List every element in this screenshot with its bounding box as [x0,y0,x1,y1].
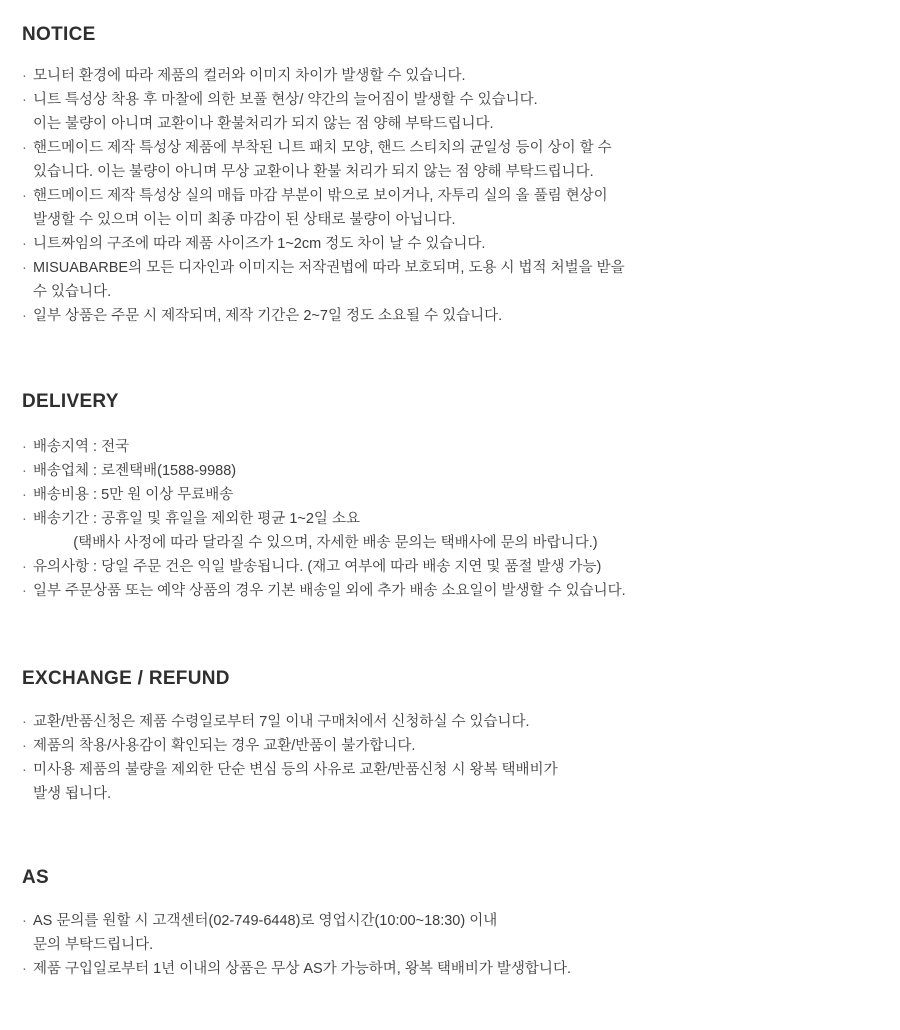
delivery-line-text: 유의사항 : 당일 주문 건은 익일 발송됩니다. (재고 여부에 따라 배송 지연 및 품절 발생 가능) [33,559,602,575]
as-line [22,911,878,932]
exchange-line-text: 교환/반품신청은 제품 수령일로부터 7일 이내 구매처에서 신청하실 수 있습니다. [33,714,530,730]
exchange-line [22,712,878,733]
section-notice [22,24,878,327]
bullet-icon: · [22,511,27,527]
notice-line-text: 모니터 환경에 따라 제품의 컬러와 이미지 차이가 발생할 수 있습니다. [33,68,466,84]
bullet-icon: · [22,913,27,929]
section-exchange-refund [22,668,878,805]
notice-line-text: MISUABARBE의 모든 디자인과 이미지는 저작권법에 따라 보호되며, 도용 시 법적 처벌을 받을 [33,260,625,276]
bullet-icon: · [22,762,27,778]
delivery-line [22,581,878,602]
exchange-line [22,736,878,757]
notice-line [22,66,878,87]
exchange-line-continuation: 발생 됩니다. [33,786,112,802]
delivery-line-text: 배송업체 : 로젠택배(1588-9988) [33,463,237,479]
section-title-exchange-refund: EXCHANGE / REFUND [22,668,230,689]
exchange-line-list [22,712,878,805]
section-delivery [22,391,878,602]
delivery-line-text: 배송비용 : 5만 원 이상 무료배송 [33,487,234,503]
bullet-icon: · [22,92,27,108]
section-spacer [22,632,878,668]
notice-line [22,90,878,111]
notice-line-continuation: 수 있습니다. [33,284,112,300]
delivery-line-continuation: (택배사 사정에 따라 달라질 수 있으며, 자세한 배송 문의는 택배사에 문의 바랍니다.) [33,535,598,551]
notice-line-continuation: 있습니다. 이는 불량이 아니며 무상 교환이나 환불 처리가 되지 않는 점 양해 부탁드립니다. [33,164,594,180]
section-title-delivery: DELIVERY [22,391,119,412]
delivery-line-text: 배송지역 : 전국 [33,439,130,455]
notice-line-text: 니트짜임의 구조에 따라 제품 사이즈가 1~2cm 정도 차이 날 수 있습니다. [33,236,486,252]
delivery-line [22,437,878,458]
bullet-icon: · [22,487,27,503]
exchange-line-text: 미사용 제품의 불량을 제외한 단순 변심 등의 사유로 교환/반품신청 시 왕복 택배비가 [33,762,558,778]
delivery-line [22,461,878,482]
delivery-line-text: 배송기간 : 공휴일 및 휴일을 제외한 평균 1~2일 소요 [33,511,360,527]
exchange-line [22,760,878,781]
as-line-text: 제품 구입일로부터 1년 이내의 상품은 무상 AS가 가능하며, 왕복 택배비가 발생합니다. [33,961,571,977]
as-line-text: AS 문의를 원할 시 고객센터(02-749-6448)로 영업시간(10:00~18:30) 이내 [33,913,498,929]
bullet-icon: · [22,308,27,324]
bullet-icon: · [22,236,27,252]
delivery-line [22,509,878,530]
as-line-list [22,911,878,980]
notice-line-text: 핸드메이드 제작 특성상 제품에 부착된 니트 패치 모양, 핸드 스티치의 균일성 등이 상이 할 수 [33,140,612,156]
notice-line-text: 핸드메이드 제작 특성상 실의 매듭 마감 부분이 밖으로 보이거나, 자투리 실의 올 풀림 현상이 [33,188,608,204]
as-line [22,959,878,980]
notice-line-continuation: 발생할 수 있으며 이는 이미 최종 마감이 된 상태로 불량이 아닙니다. [33,212,456,228]
delivery-line [22,557,878,578]
notice-line [22,138,878,159]
exchange-line-text: 제품의 착용/사용감이 확인되는 경우 교환/반품이 불가합니다. [33,738,416,754]
bullet-icon: · [22,738,27,754]
bullet-icon: · [22,260,27,276]
notice-line-list [22,66,878,327]
bullet-icon: · [22,188,27,204]
bullet-icon: · [22,961,27,977]
as-line-continuation: 문의 부탁드립니다. [33,937,154,953]
section-spacer [22,357,878,391]
bullet-icon: · [22,140,27,156]
notice-line [22,186,878,207]
bullet-icon: · [22,559,27,575]
bullet-icon: · [22,68,27,84]
bullet-icon: · [22,463,27,479]
delivery-line-list [22,437,878,602]
section-title-notice: NOTICE [22,24,96,45]
notice-line [22,258,878,279]
delivery-line-text: 일부 주문상품 또는 예약 상품의 경우 기본 배송일 외에 추가 배송 소요일이 발생할 수 있습니다. [33,583,626,599]
notice-line [22,306,878,327]
delivery-line [22,485,878,506]
bullet-icon: · [22,439,27,455]
section-title-as: AS [22,867,49,888]
notice-line-text: 니트 특성상 착용 후 마찰에 의한 보풀 현상/ 약간의 늘어짐이 발생할 수 있습니다. [33,92,538,108]
notice-line-text: 일부 상품은 주문 시 제작되며, 제작 기간은 2~7일 정도 소요될 수 있습니다. [33,308,503,324]
notice-line-continuation: 이는 불량이 아니며 교환이나 환불처리가 되지 않는 점 양해 부탁드립니다. [33,116,494,132]
bullet-icon: · [22,583,27,599]
section-spacer [22,835,878,867]
notice-line [22,234,878,255]
section-as [22,867,878,980]
bullet-icon: · [22,714,27,730]
